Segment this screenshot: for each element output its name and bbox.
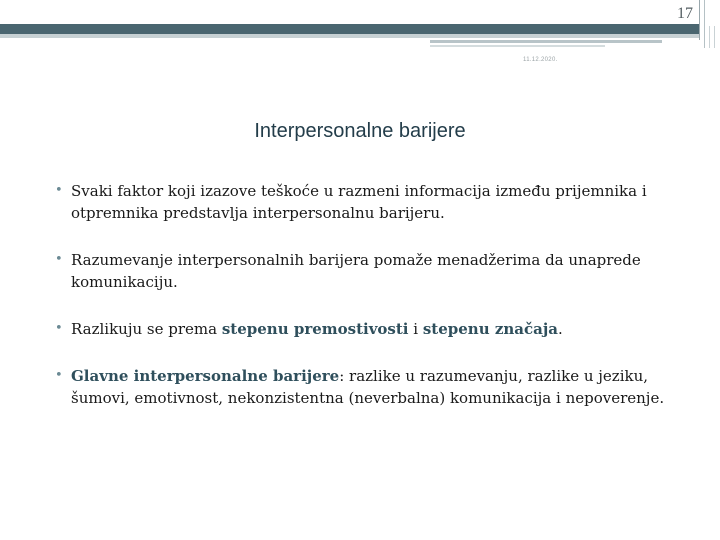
slide-title	[0, 120, 720, 143]
bullet-text: Razlikuju se prema	[71, 320, 222, 338]
corner-rule	[709, 26, 710, 48]
corner-rule	[699, 0, 700, 40]
bullet-text: : razlike u razumevanju, razlike u jeziku, šumovi, emotivnost, nekonzistentna (neverbalna) komunikacija i nepoverenje.	[71, 367, 665, 407]
slide-title-text: Interpersonalne barijere	[254, 120, 466, 142]
bullet-item	[52, 318, 682, 340]
bullet-marker-icon: •	[55, 368, 63, 383]
bullet-item	[52, 180, 682, 224]
highlighted-text: stepenu premostivosti	[221, 320, 409, 338]
highlighted-text: Glavne interpersonalne barijere	[71, 367, 340, 385]
header-accent-line-secondary	[430, 45, 605, 47]
bullet-item	[52, 249, 682, 293]
bullet-item	[52, 365, 682, 409]
header-bar-underline	[0, 34, 700, 38]
date-label: 11.12.2020.	[523, 57, 558, 63]
bullet-text: i	[408, 320, 423, 338]
bullet-text: Razumevanje interpersonalnih barijera pomaže menadžerima da unaprede komunikaciju.	[71, 251, 641, 291]
bullet-marker-icon: •	[55, 321, 63, 336]
bullet-marker-icon: •	[55, 252, 63, 267]
page-number: 17	[677, 5, 693, 22]
bullet-text: .	[557, 320, 563, 338]
highlighted-text: stepenu značaja	[422, 320, 558, 338]
bullet-marker-icon: •	[55, 183, 63, 198]
corner-rule	[714, 26, 715, 48]
header-bar	[0, 24, 700, 34]
bullet-text: Svaki faktor koji izazove teškoće u razmeni informacija između prijemnika i otpremnika predstavlja interpersonalnu barijeru.	[71, 182, 647, 222]
header-accent-line	[430, 40, 662, 43]
bullet-list	[52, 180, 682, 409]
corner-rule	[704, 0, 705, 48]
